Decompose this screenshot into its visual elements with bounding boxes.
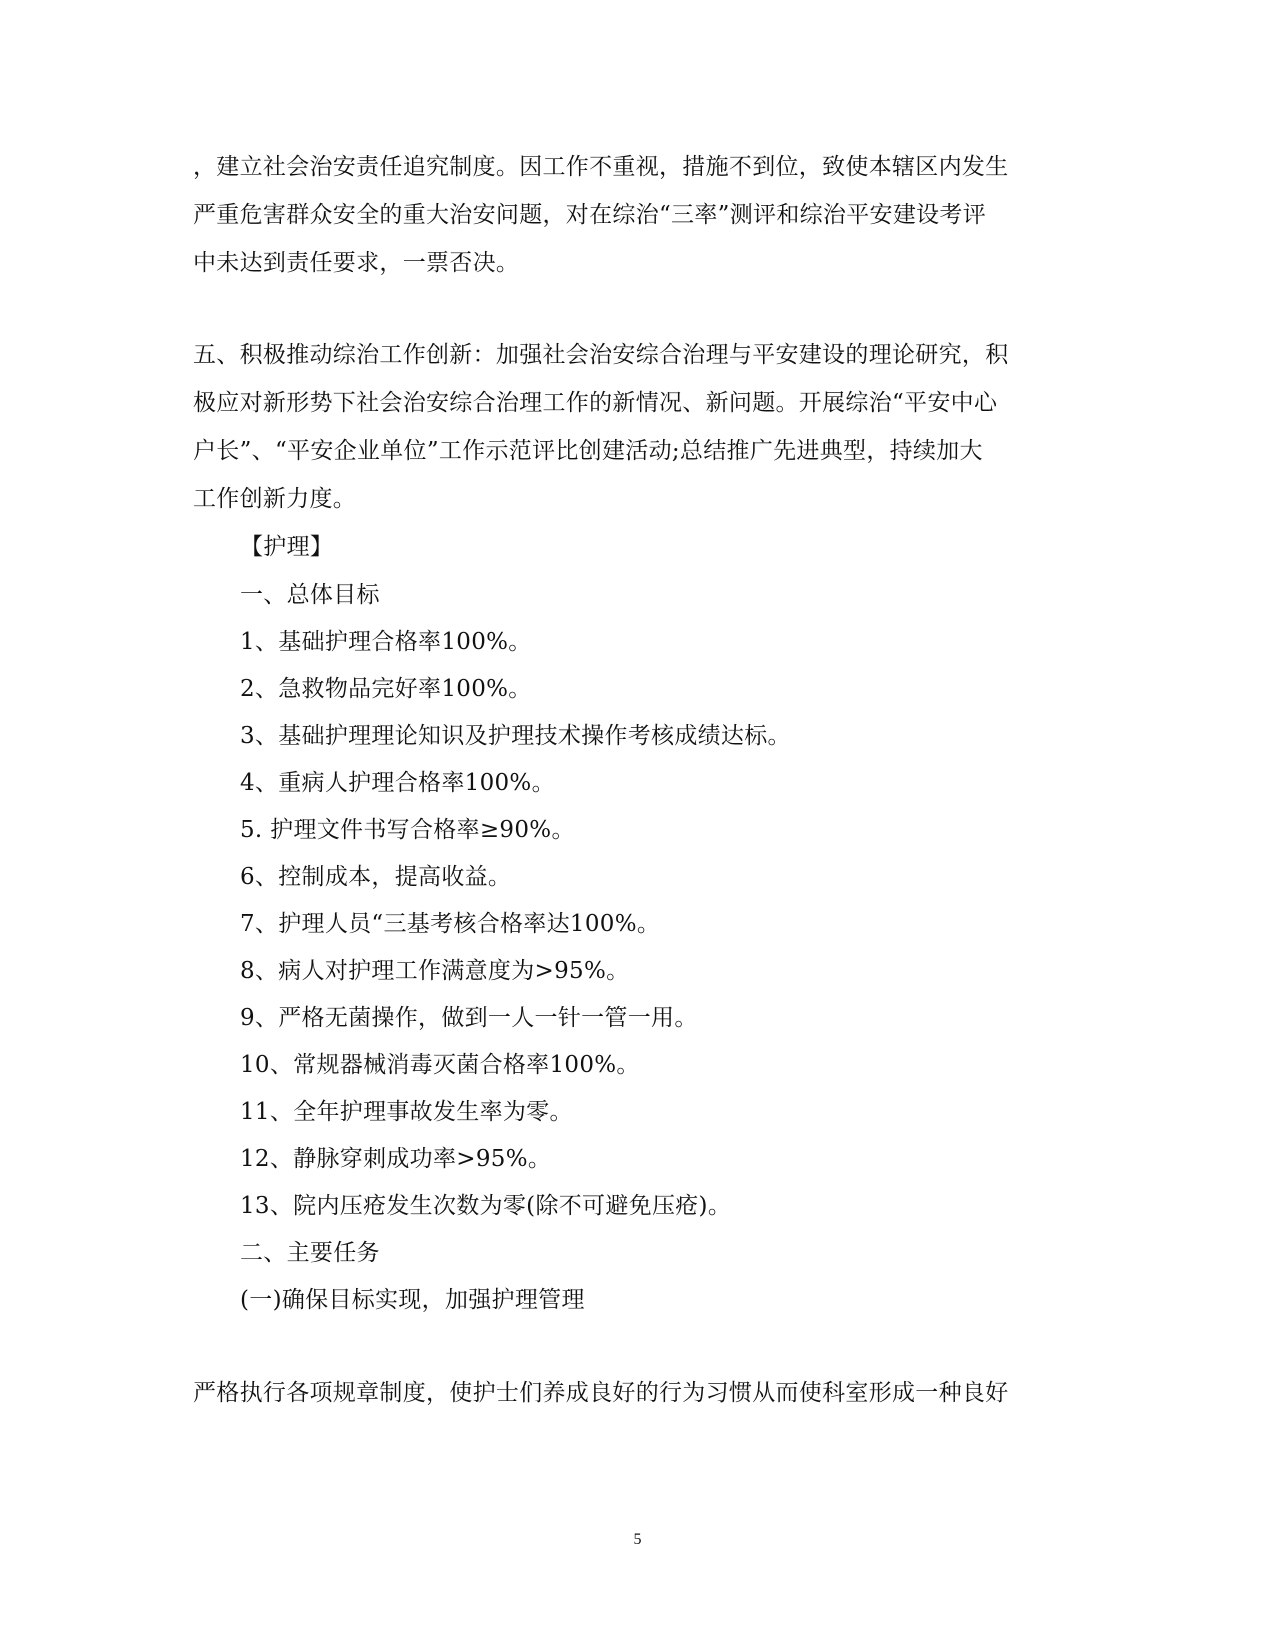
paragraph-line: 极应对新形势下社会治安综合治理工作的新情况、新问题。开展综治“平安中心 — [193, 390, 998, 416]
goal-item: 9、严格无菌操作，做到一人一针一管一用。 — [240, 1005, 698, 1031]
goal-item: 3、基础护理理论知识及护理技术操作考核成绩达标。 — [240, 723, 791, 749]
goal-item: 6、控制成本，提高收益。 — [240, 864, 512, 890]
paragraph-line: ，建立社会治安责任追究制度。因工作不重视，措施不到位，致使本辖区内发生 — [193, 154, 1009, 180]
part-heading: 一、总体目标 — [240, 582, 380, 608]
paragraph-line: 严格执行各项规章制度，使护士们养成良好的行为习惯从而使科室形成一种良好 — [193, 1380, 1009, 1406]
goal-item: 12、静脉穿刺成功率>95%。 — [240, 1146, 552, 1172]
paragraph-line: 户长”、“平安企业单位”工作示范评比创建活动;总结推广先进典型，持续加大 — [193, 438, 983, 464]
goal-item: 4、重病人护理合格率100%。 — [240, 770, 555, 796]
goal-item: 7、护理人员“三基考核合格率达100%。 — [240, 911, 661, 937]
page-number: 5 — [633, 1531, 642, 1548]
paragraph-line: 中未达到责任要求，一票否决。 — [193, 250, 520, 276]
goal-item: 5. 护理文件书写合格率≥90%。 — [240, 817, 575, 843]
goal-item: 1、基础护理合格率100%。 — [240, 629, 532, 655]
part-heading: 二、主要任务 — [240, 1240, 380, 1266]
goal-item: 11、全年护理事故发生率为零。 — [240, 1099, 573, 1125]
subsection-heading: (一)确保目标实现，加强护理管理 — [240, 1287, 585, 1313]
section-heading: 【护理】 — [240, 534, 334, 560]
paragraph-line: 工作创新力度。 — [193, 486, 357, 512]
paragraph-line: 严重危害群众安全的重大治安问题，对在综治“三率”测评和综治平安建设考评 — [193, 202, 987, 228]
goal-item: 10、常规器械消毒灭菌合格率100%。 — [240, 1052, 640, 1078]
goal-item: 2、急救物品完好率100%。 — [240, 676, 532, 702]
goal-item: 13、院内压疮发生次数为零(除不可避免压疮)。 — [240, 1193, 732, 1219]
goal-item: 8、病人对护理工作满意度为>95%。 — [240, 958, 630, 984]
paragraph-line: 五、积极推动综治工作创新：加强社会治安综合治理与平安建设的理论研究，积 — [193, 342, 1009, 368]
